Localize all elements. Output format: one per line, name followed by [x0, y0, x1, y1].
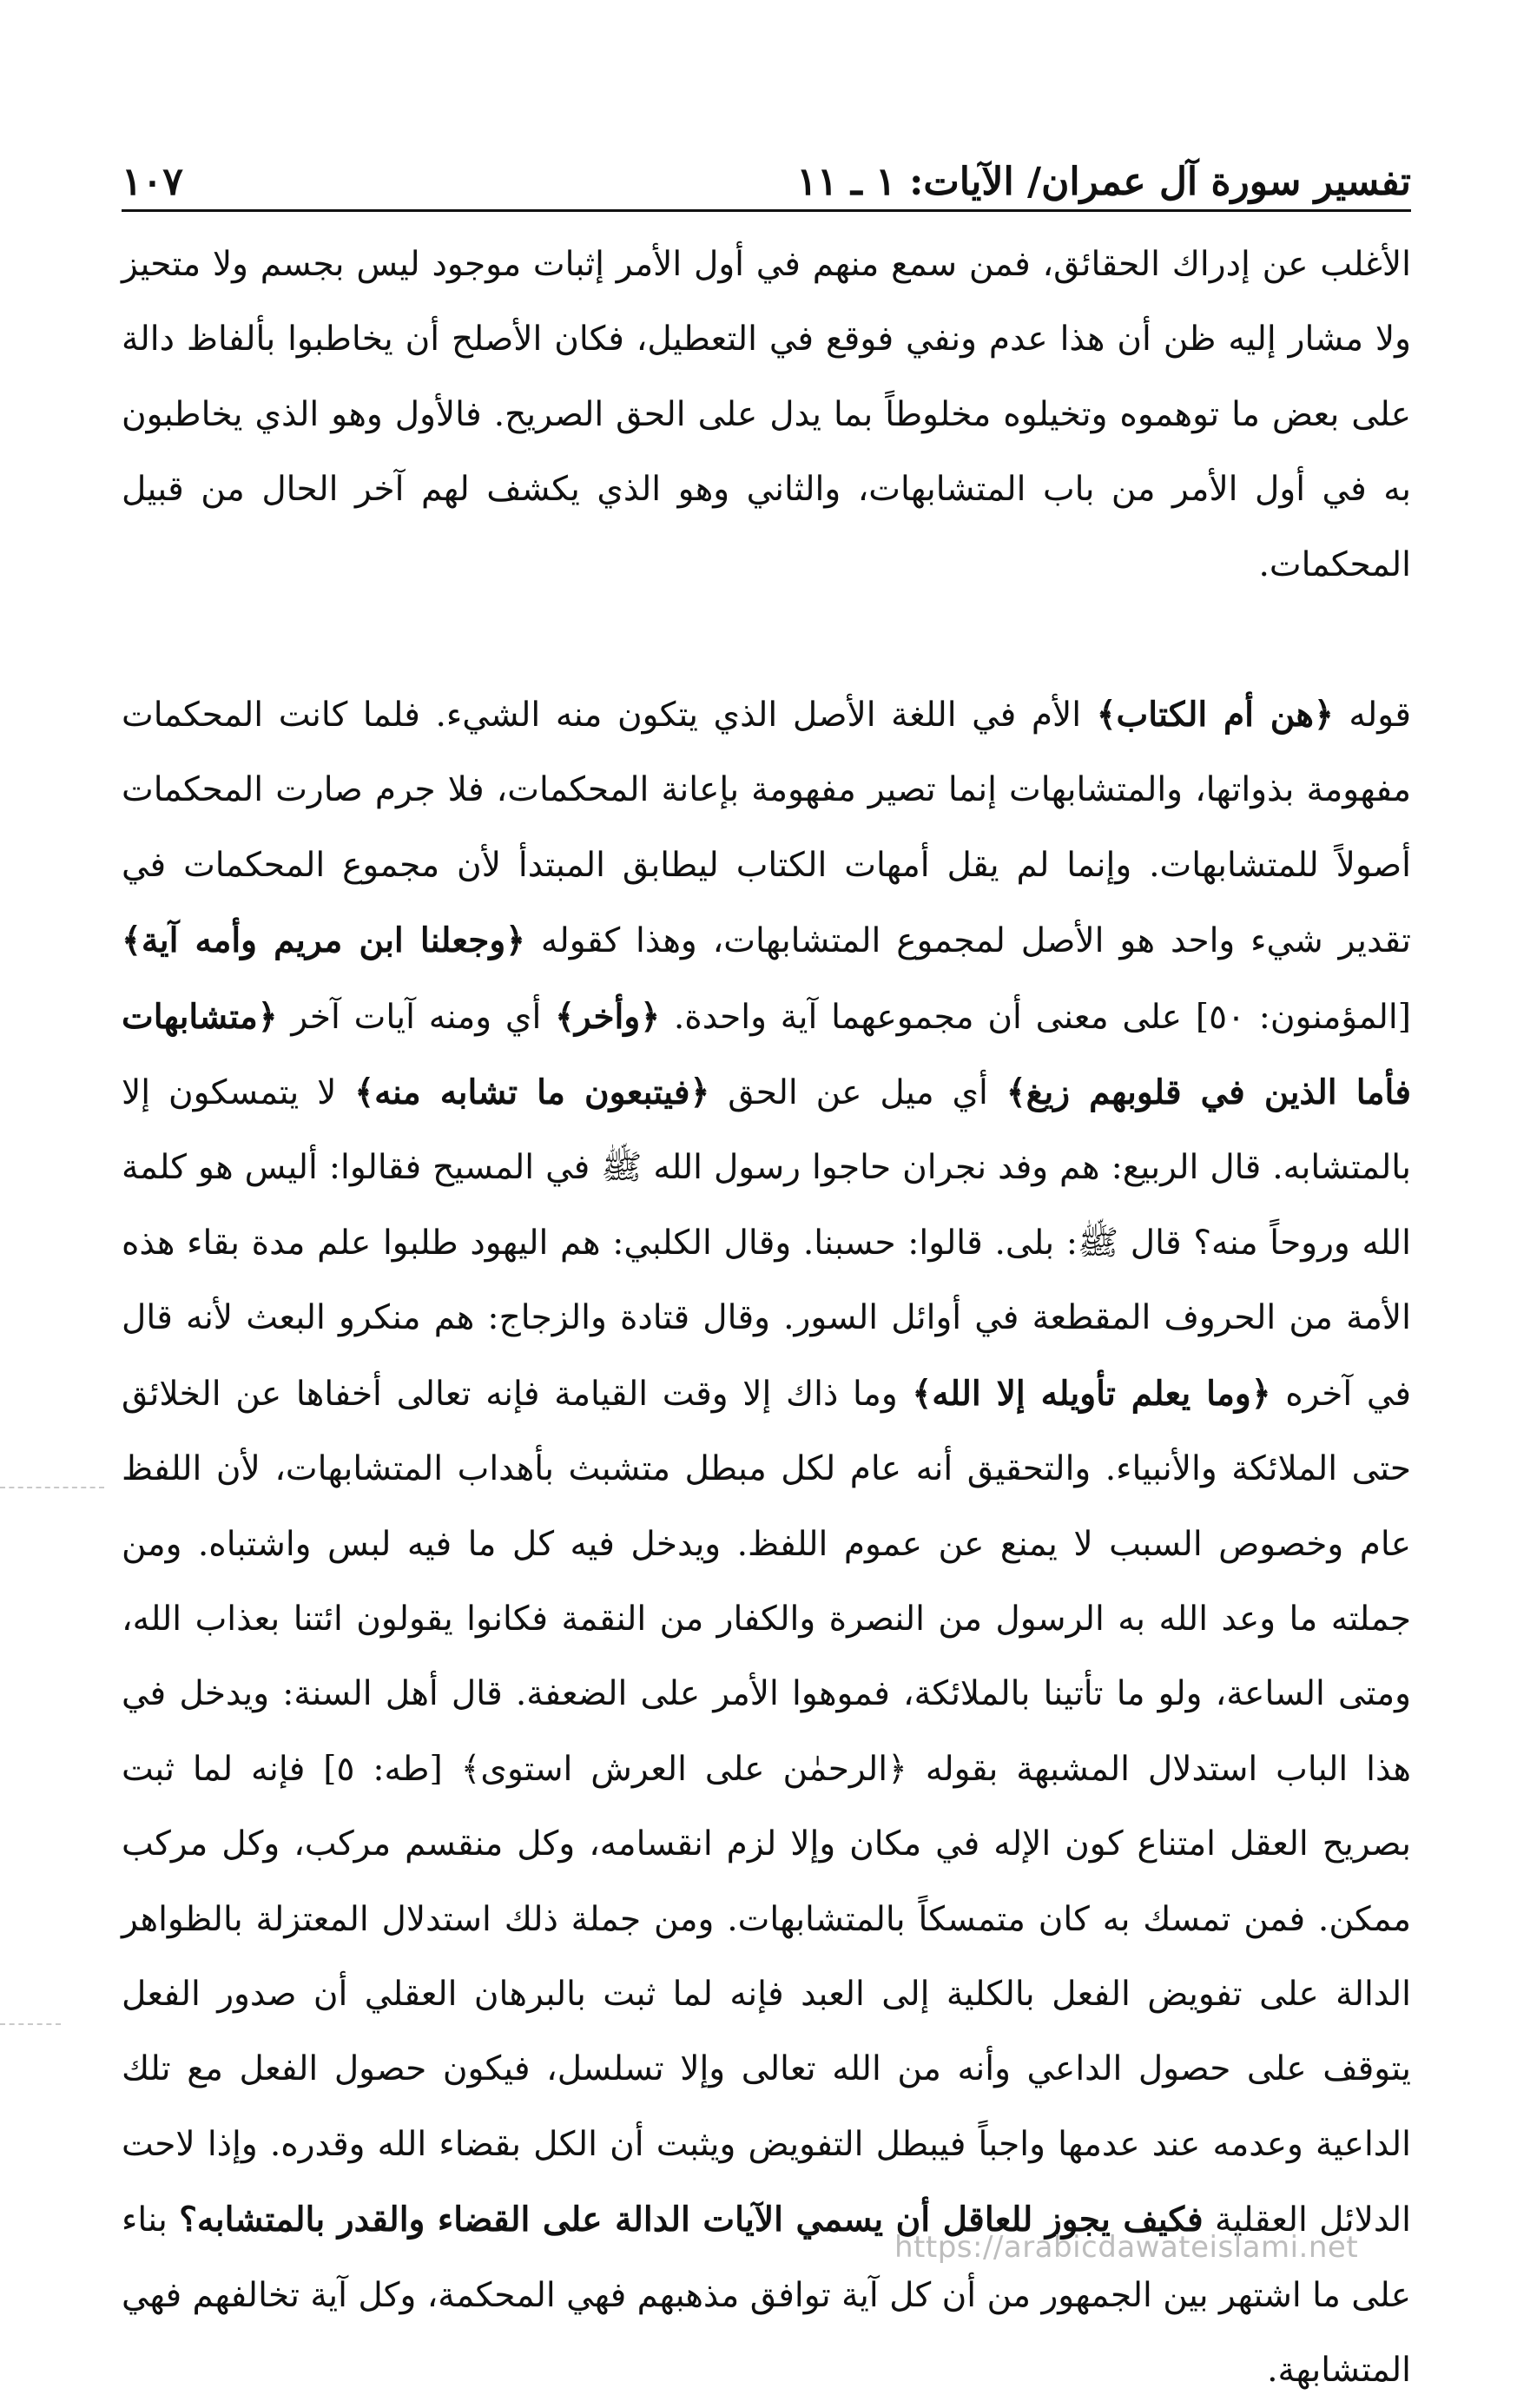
paragraph-2: [122, 677, 1411, 2408]
quran-quote: ﴿فيتبعون ما تشابه منه﴾: [354, 1072, 710, 1113]
quran-quote: ﴿وجعلنا ابن مريم وأمه آية﴾: [122, 920, 526, 961]
quran-quote: ﴿وما يعلم تأويله إلا الله﴾: [912, 1373, 1271, 1414]
quran-quote: ﴿وأخر﴾: [555, 996, 661, 1037]
header-title: تفسير سورة آل عمران/ الآيات: ١ ـ ١١: [796, 160, 1411, 204]
text-run: لا يتمسكون إلا بالمتشابه. قال الربيع: هم وفد نجران حاجوا رسول الله ﷺ في المسيح فقالوا: أليس هو كلمة الله وروحاً منه؟ قال ﷺ: بلى. قالوا: حسبنا. وقال الكلبي: هم اليهود طلبوا علم مدة بقاء هذه الأمة من الحروف المقطعة في أوائل السور. وقال قتادة والزجاج: هم منكرو البعث لأنه قال في آخره: [122, 1073, 1411, 1414]
text-run: ﴿الرحمٰن على العرش استوى﴾: [460, 1749, 907, 1789]
header-divider: [122, 209, 1411, 212]
scan-artifact-line: [0, 1487, 104, 1488]
text-run: أي ومنه آيات آخر: [277, 997, 556, 1037]
text-run: وما ذاك إلا وقت القيامة فإنه تعالى أخفاها عن الخلائق حتى الملائكة والأنبياء. والتحقيق أنه عام لكل مبطل متشبث بأهداب المتشابهات، لأن اللفظ عام وخصوص السبب لا يمنع عن عموم اللفظ. ويدخل فيه كل ما فيه لبس واشتباه. ومن جملته ما وعد الله به الرسول من النصرة والكفار من النقمة فكانوا يقولون ائتنا بعذاب الله، ومتى الساعة، ولو ما تأتينا بالملائكة، فموهوا الأمر على الضعفة. قال أهل السنة: ويدخل في هذا الباب استدلال المشبهة بقوله: [122, 1374, 1411, 1789]
quran-quote: فكيف يجوز للعاقل أن يسمي الآيات الدالة على القضاء والقدر بالمتشابه؟: [179, 2200, 1204, 2240]
paragraph-1: الأغلب عن إدراك الحقائق، فمن سمع منهم في أول الأمر إثبات موجود ليس بجسم ولا متحيز ولا مشار إليه ظن أن هذا عدم ونفي فوقع في التعطيل، فكان الأصلح أن يخاطبوا بألفاظ دالة على بعض ما توهموه وتخيلوه مخلوطاً بما يدل على الحق الصريح. فالأول وهو الذي يخاطبون به في أول الأمر من باب المتشابهات، والثاني وهو الذي يكشف لهم آخر الحال من قبيل المحكمات.: [122, 245, 1411, 584]
quran-quote: ﴿متشابهات فأما الذين في قلوبهم زيغ﴾: [122, 996, 1411, 1113]
paragraph-gap: [122, 603, 1411, 677]
text-run: بناء على ما اشتهر بين الجمهور من أن كل آية توافق مذهبهم فهي المحكمة، وكل آية تخالفهم فهي المتشابهة.: [122, 2200, 1411, 2390]
text-run: الأم في اللغة الأصل الذي يتكون منه الشيء. فلما كانت المحكمات مفهومة بذواتها، والمتشابهات إنما تصير مفهومة بإعانة المحكمات، فلا جرم صارت المحكمات أصولاً للمتشابهات. وإنما لم يقل أمهات الكتاب ليطابق المبتدأ لأن مجموع المحكمات في تقدير شيء واحد هو الأصل لمجموع المتشابهات، وهذا كقوله: [122, 696, 1411, 961]
page-number: ١٠٧: [122, 160, 183, 204]
body-text: [122, 228, 1411, 2408]
watermark-url: https://arabicdawateislami.net: [894, 2230, 1359, 2265]
text-run: [المؤمنون: ٥٠] على معنى أن مجموعهما آية واحدة.: [660, 997, 1411, 1037]
text-run: قوله: [1333, 696, 1412, 736]
quran-quote: ﴿هن أم الكتاب﴾: [1096, 695, 1334, 736]
text-run: أي ميل عن الحق: [709, 1073, 1006, 1113]
running-header: [122, 152, 1411, 204]
scan-artifact-line: [0, 2023, 61, 2025]
text-run: [طه: ٥] فإنه لما ثبت بصريح العقل امتناع كون الإله في مكان وإلا لزم انقسامه، وكل منقسم مركب، وكل مركب ممكن. فمن تمسك به كان متمسكاً بالمتشابهات. ومن جملة ذلك استدلال المعتزلة بالظواهر الدالة على تفويض الفعل بالكلية إلى العبد فإنه لما ثبت بالبرهان العقلي أن صدور الفعل يتوقف على حصول الداعي وأنه من الله تعالى وإلا تسلسل، فيكون حصول الفعل مع تلك الداعية وعدمه عند عدمها واجباً فيبطل التفويض ويثبت أن الكل بقضاء الله وقدره. وإذا لاحت الدلائل العقلية: [122, 1749, 1412, 2240]
